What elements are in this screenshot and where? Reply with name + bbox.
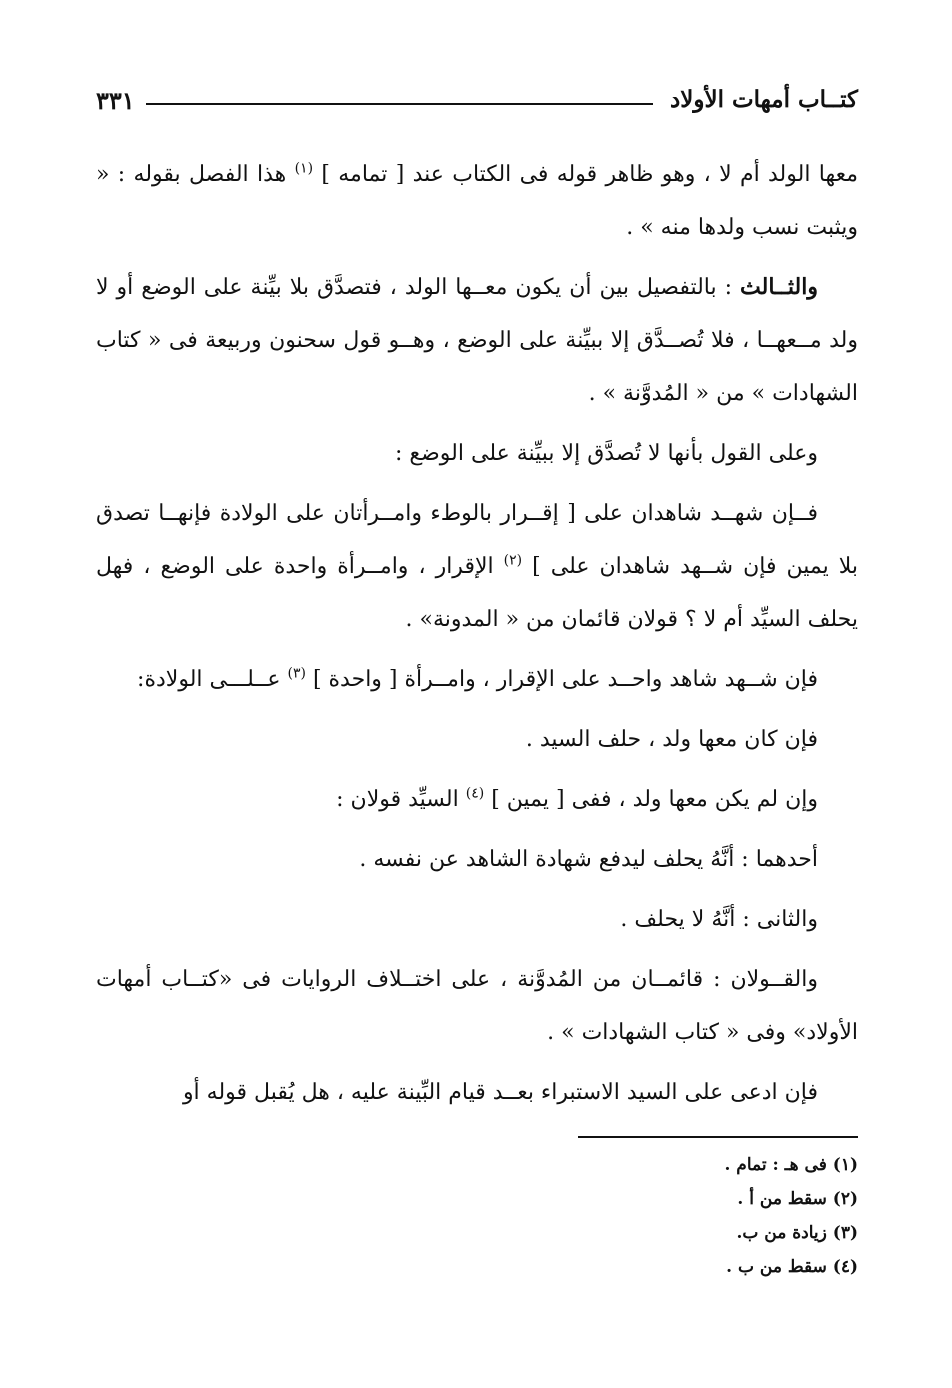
paragraph-2 (96, 261, 858, 420)
paragraph-text: معها الولد أم لا ، وهو ظاهر قوله فى الكتاب عند [ تمامه ] (313, 162, 859, 187)
paragraph-9: والثانى : أنَّهُ لا يحلف . (620, 907, 818, 932)
main-text (96, 148, 858, 1119)
paragraph-text: وإن لم يكن معها ولد ، ففى [ يمين ] (484, 787, 818, 812)
page-number: ٣٣١ (96, 86, 135, 115)
paragraph-8: أحدهما : أنَّهُ يحلف ليدفع شهادة الشاهد عن نفسه . (359, 847, 818, 872)
paragraph-1 (96, 148, 858, 254)
paragraph-text: الإقرار ، وامــرأة واحدة على الوضع ، فهل يحلف السيِّد أم لا ؟ قولان قائمان من « المدونة» . (96, 554, 858, 632)
running-title: كتــاب أمهات الأولاد (670, 86, 858, 113)
paragraph-text: هذا الفصل بقوله : « ويثبت نسب ولدها منه » . (96, 162, 858, 240)
footnote-1: (١) فى هـ : تمام . (724, 1155, 858, 1175)
footnote-rule (578, 1136, 858, 1138)
paragraph-lead: والثــالث (740, 274, 818, 300)
footnote-marker-1: (١) (294, 160, 314, 177)
paragraph-text: فإن شــهد شاهد واحــد على الإقرار ، وامــرأة [ واحدة ] (305, 667, 818, 692)
footnote-3: (٣) زيادة من ب. (736, 1223, 858, 1243)
page-header (96, 86, 858, 126)
paragraph-4 (96, 487, 858, 646)
footnote-marker-2: (٢) (503, 552, 523, 569)
header-rule (146, 103, 653, 105)
paragraph-text: : بالتفصيل بين أن يكون معــها الولد ، فتصدَّق بلا بيِّنة على الوضع أو لا ولد مــعهــا ، فلا تُصــدَّق إلا ببيِّنة على الوضع ، وهــو قول سحنون وربيعة فى « كتاب الشهادات » من « المُدوَّنة » . (96, 275, 858, 406)
footnote-marker-3: (٣) (287, 665, 306, 682)
footnote-2: (٢) سقط من أ . (737, 1189, 858, 1209)
paragraph-text: عــلـــى الولادة: (137, 667, 288, 692)
paragraph-5 (96, 653, 858, 706)
paragraph-text: فــإن شهــد شاهدان على [ إقــرار بالوطء وامــرأتان على الولادة فإنهــا تصدق بلا يمين فإن شــهد شاهدان على ] (96, 501, 858, 579)
paragraph-7 (96, 773, 858, 826)
footnote-marker-4: (٤) (465, 785, 485, 802)
paragraph-11: فإن ادعى على السيد الاستبراء بعــد قيام البِّينة عليه ، هل يُقبل قوله أو (182, 1080, 818, 1105)
paragraph-3: وعلى القول بأنها لا تُصدَّق إلا ببيِّنة على الوضع : (395, 441, 818, 466)
paragraph-text: السيِّد قولان : (336, 787, 466, 812)
paragraph-6: فإن كان معها ولد ، حلف السيد . (525, 727, 818, 752)
paragraph-10: والقــولان : قائمــان من المُدوَّنة ، على اختــلاف الروايات فى «كتــاب أمهات الأولاد» وفى « كتاب الشهادات » . (96, 967, 858, 1045)
footnote-4: (٤) سقط من ب . (726, 1257, 858, 1277)
footnotes (96, 1148, 858, 1284)
book-page (96, 0, 858, 1388)
